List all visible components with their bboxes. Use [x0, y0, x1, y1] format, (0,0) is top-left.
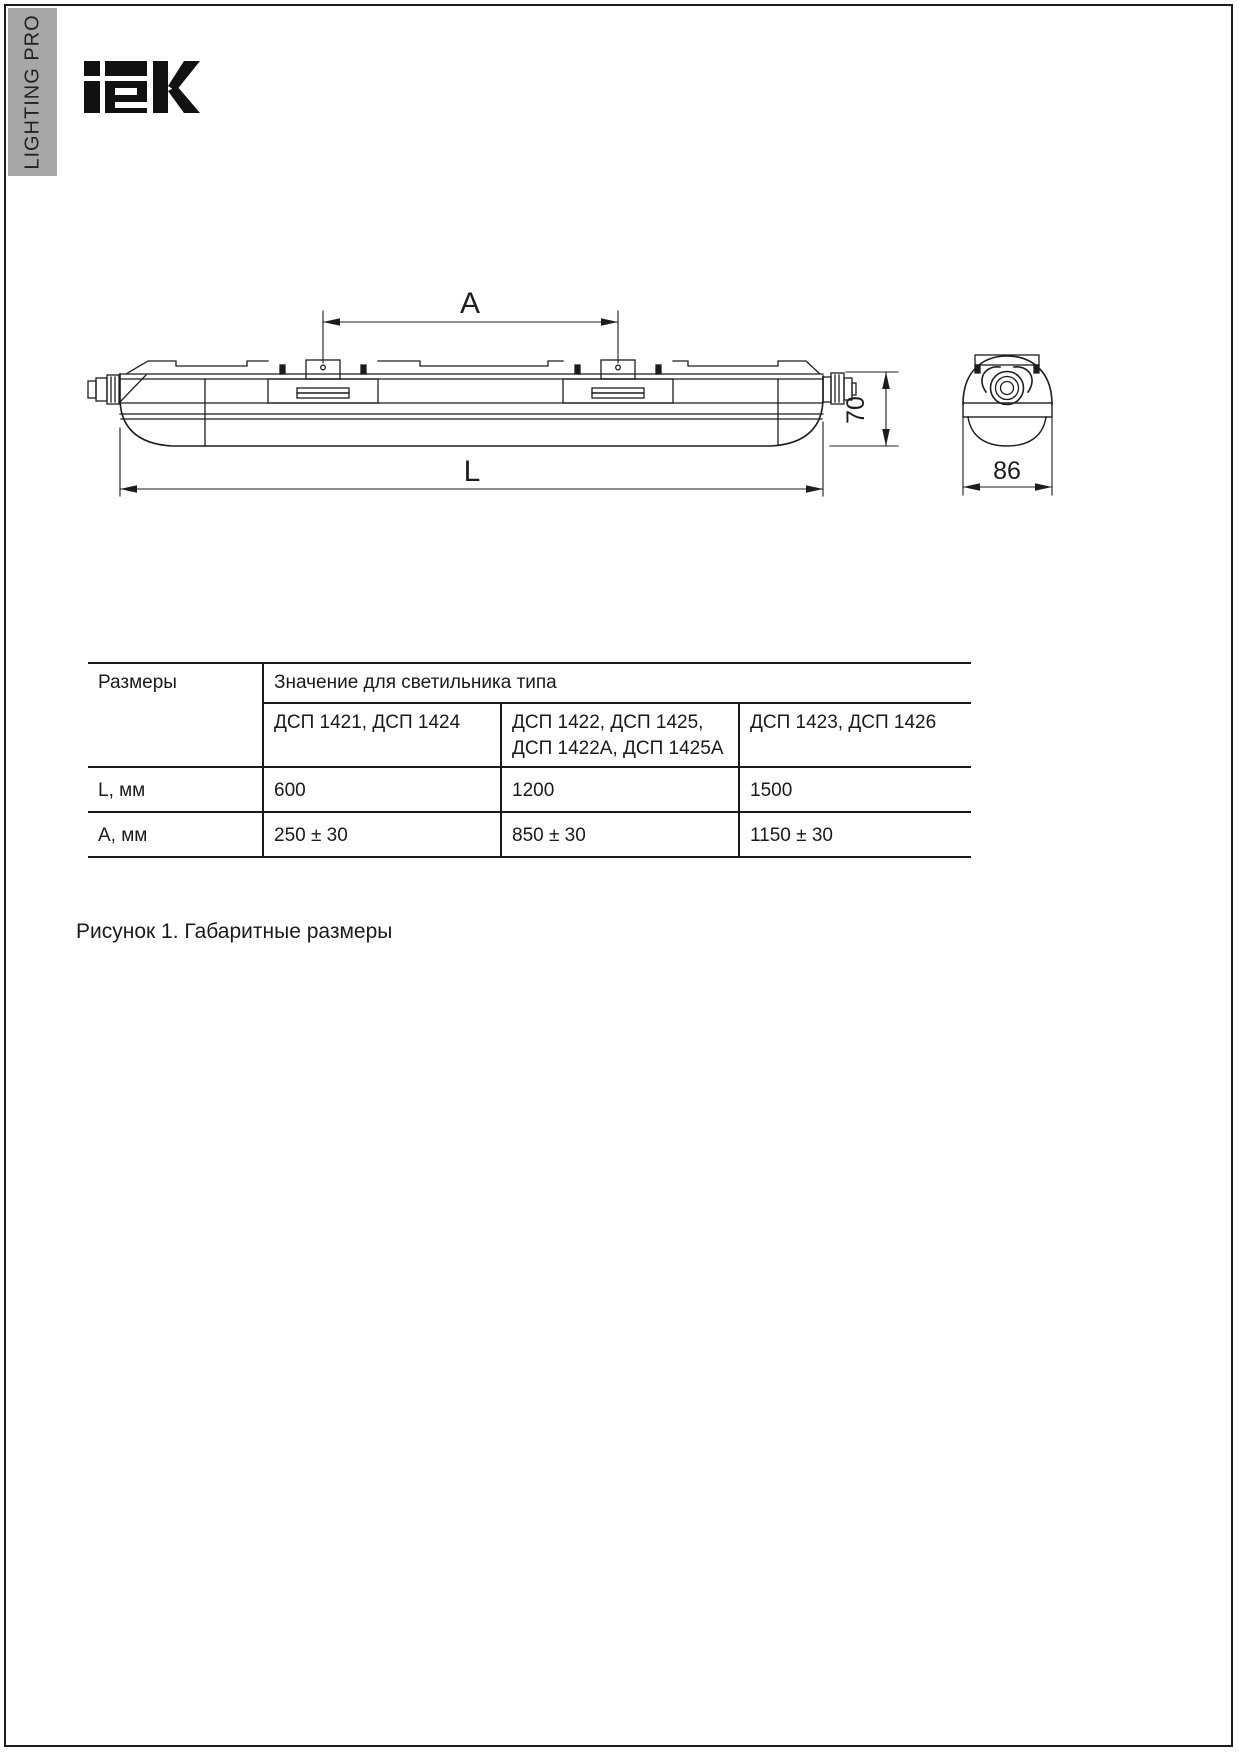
- dim-height-label: 70: [842, 396, 870, 424]
- brand-tab-label: LIGHTING PRO: [21, 14, 43, 170]
- brand-tab: [8, 8, 57, 176]
- table-header-type-2: ДСП 1422, ДСП 1425, ДСП 1422А, ДСП 1425А: [501, 703, 739, 767]
- luminaire-end-view: [963, 355, 1052, 446]
- dim-width-label: 86: [993, 457, 1021, 485]
- figure-caption: Рисунок 1. Габаритные размеры: [76, 920, 393, 943]
- row-label-l: L, мм: [88, 767, 263, 812]
- dim-l-label: L: [463, 455, 481, 488]
- logo-e-top: [105, 61, 147, 76]
- end-view-gland: [982, 367, 1032, 405]
- logo-k: [153, 61, 200, 113]
- mounting-bracket-left: [268, 360, 378, 403]
- dimension-drawing: [80, 248, 1090, 510]
- iek-logo: [84, 60, 201, 115]
- dim-a-label: A: [459, 287, 481, 320]
- table-header-type-1: ДСП 1421, ДСП 1424: [263, 703, 501, 767]
- logo-i-stem: [84, 81, 100, 113]
- value-l-1: 600: [263, 767, 501, 812]
- table-row-length: [88, 767, 971, 812]
- logo-e-body: [105, 81, 147, 113]
- logo-i-dot: [84, 61, 100, 76]
- value-l-3: 1500: [739, 767, 971, 812]
- luminaire-side-view: [88, 360, 856, 446]
- value-a-3: 1150 ± 30: [739, 812, 971, 857]
- dimensions-table: [88, 662, 971, 858]
- table-header-group: Значение для светильника типа: [263, 663, 971, 703]
- value-a-2: 850 ± 30: [501, 812, 739, 857]
- table-row-a: [88, 812, 971, 857]
- mounting-bracket-right: [563, 360, 673, 403]
- table-header-sizes: Размеры: [88, 663, 263, 767]
- value-l-2: 1200: [501, 767, 739, 812]
- row-label-a: А, мм: [88, 812, 263, 857]
- value-a-1: 250 ± 30: [263, 812, 501, 857]
- table-header-type-3: ДСП 1423, ДСП 1426: [739, 703, 971, 767]
- logo-letters: [84, 61, 200, 113]
